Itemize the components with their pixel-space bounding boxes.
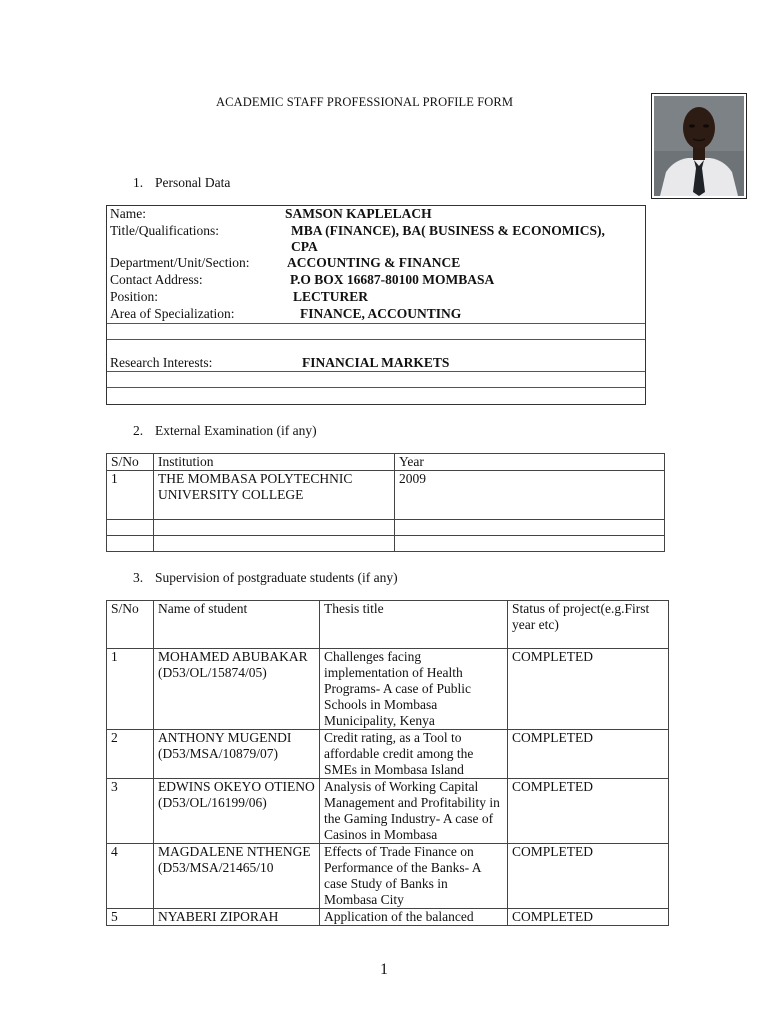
table-row: [107, 520, 665, 536]
cell-sno: [107, 536, 154, 552]
section3-number: 3.: [133, 570, 144, 585]
cell-student-name: EDWINS OKEYO OTIENO (D53/OL/16199/06): [154, 779, 320, 844]
header-sno: S/No: [107, 601, 154, 649]
pd-value-department: ACCOUNTING & FINANCE: [287, 255, 461, 270]
cell-thesis-title: Application of the balanced: [320, 909, 508, 926]
cell-status: COMPLETED: [508, 649, 669, 730]
cell-thesis-title: Credit rating, as a Tool to affordable credit among the SMEs in Mombasa Island: [320, 730, 508, 779]
pd-label-department: Department/Unit/Section:: [110, 255, 250, 270]
pd-label-address: Contact Address:: [110, 272, 203, 287]
cell-institution: [154, 536, 395, 552]
cell-status: COMPLETED: [508, 779, 669, 844]
profile-photo: [651, 93, 747, 199]
person-photo-icon: [654, 96, 744, 196]
header-thesis-title: Thesis title: [320, 601, 508, 649]
cell-student-name: MOHAMED ABUBAKAR (D53/OL/15874/05): [154, 649, 320, 730]
table-row: [107, 471, 665, 520]
pd-label-name: Name:: [110, 206, 146, 221]
pd-label-specialization: Area of Specialization:: [110, 306, 235, 321]
table-row: [107, 730, 669, 779]
section3-heading: [133, 570, 398, 586]
table-row: [107, 536, 665, 552]
pd-value-title: MBA (FINANCE), BA( BUSINESS & ECONOMICS),: [291, 223, 605, 238]
cell-sno: 4: [107, 844, 154, 909]
table-header-row: [107, 601, 669, 649]
cell-sno: 1: [107, 471, 154, 520]
table-row: [107, 909, 669, 926]
section3-title: Supervision of postgraduate students (if any): [155, 570, 398, 585]
pd-value-specialization: FINANCE, ACCOUNTING: [300, 306, 462, 321]
header-year: Year: [395, 454, 665, 471]
cell-student-name: ANTHONY MUGENDI (D53/MSA/10879/07): [154, 730, 320, 779]
supervision-table: [106, 600, 669, 926]
cell-student-name: NYABERI ZIPORAH: [154, 909, 320, 926]
cell-sno: 5: [107, 909, 154, 926]
pd-value-name: SAMSON KAPLELACH: [285, 206, 432, 221]
pd-label-position: Position:: [110, 289, 159, 304]
cell-year: [395, 520, 665, 536]
cell-sno: 1: [107, 649, 154, 730]
section2-title: External Examination (if any): [155, 423, 317, 438]
pd-divider: [107, 323, 645, 324]
pd-divider: [107, 371, 645, 372]
header-institution: Institution: [154, 454, 395, 471]
cell-sno: 3: [107, 779, 154, 844]
cell-thesis-title: Analysis of Working Capital Management and Profitability in the Gaming Industry- A case of Casinos in Mombasa: [320, 779, 508, 844]
header-student-name: Name of student: [154, 601, 320, 649]
cell-institution: [154, 520, 395, 536]
cell-year: [395, 536, 665, 552]
pd-value-title-cont: CPA: [291, 239, 318, 254]
section2-heading: [133, 423, 317, 439]
pd-value-address: P.O BOX 16687-80100 MOMBASA: [290, 272, 495, 287]
pd-value-position: LECTURER: [293, 289, 369, 304]
section1-heading: [133, 175, 230, 191]
section1-title: Personal Data: [155, 175, 231, 190]
cell-institution: THE MOMBASA POLYTECHNIC UNIVERSITY COLLEGE: [154, 471, 395, 520]
page-number: 1: [380, 961, 388, 978]
table-row: [107, 844, 669, 909]
pd-label-title: Title/Qualifications:: [110, 223, 219, 238]
cell-sno: 2: [107, 730, 154, 779]
cell-thesis-title: Challenges facing implementation of Health Programs- A case of Public Schools in Mombasa Municipality, Kenya: [320, 649, 508, 730]
cell-status: COMPLETED: [508, 909, 669, 926]
header-status: Status of project(e.g.First year etc): [508, 601, 669, 649]
cell-status: COMPLETED: [508, 844, 669, 909]
section1-number: 1.: [133, 175, 144, 190]
table-row: [107, 779, 669, 844]
cell-student-name: MAGDALENE NTHENGE (D53/MSA/21465/10: [154, 844, 320, 909]
pd-divider: [107, 387, 645, 388]
cell-thesis-title: Effects of Trade Finance on Performance of the Banks- A case Study of Banks in Mombasa City: [320, 844, 508, 909]
table-header-row: [107, 454, 665, 471]
pd-value-research: FINANCIAL MARKETS: [302, 355, 450, 370]
header-sno: S/No: [107, 454, 154, 471]
personal-data-table: [106, 205, 646, 405]
section2-number: 2.: [133, 423, 144, 438]
table-row: [107, 649, 669, 730]
cell-sno: [107, 520, 154, 536]
pd-label-research: Research Interests:: [110, 355, 213, 370]
cell-year: 2009: [395, 471, 665, 520]
external-examination-table: [106, 453, 665, 552]
form-title: ACADEMIC STAFF PROFESSIONAL PROFILE FORM: [216, 95, 514, 109]
cell-status: COMPLETED: [508, 730, 669, 779]
pd-divider: [107, 339, 645, 340]
